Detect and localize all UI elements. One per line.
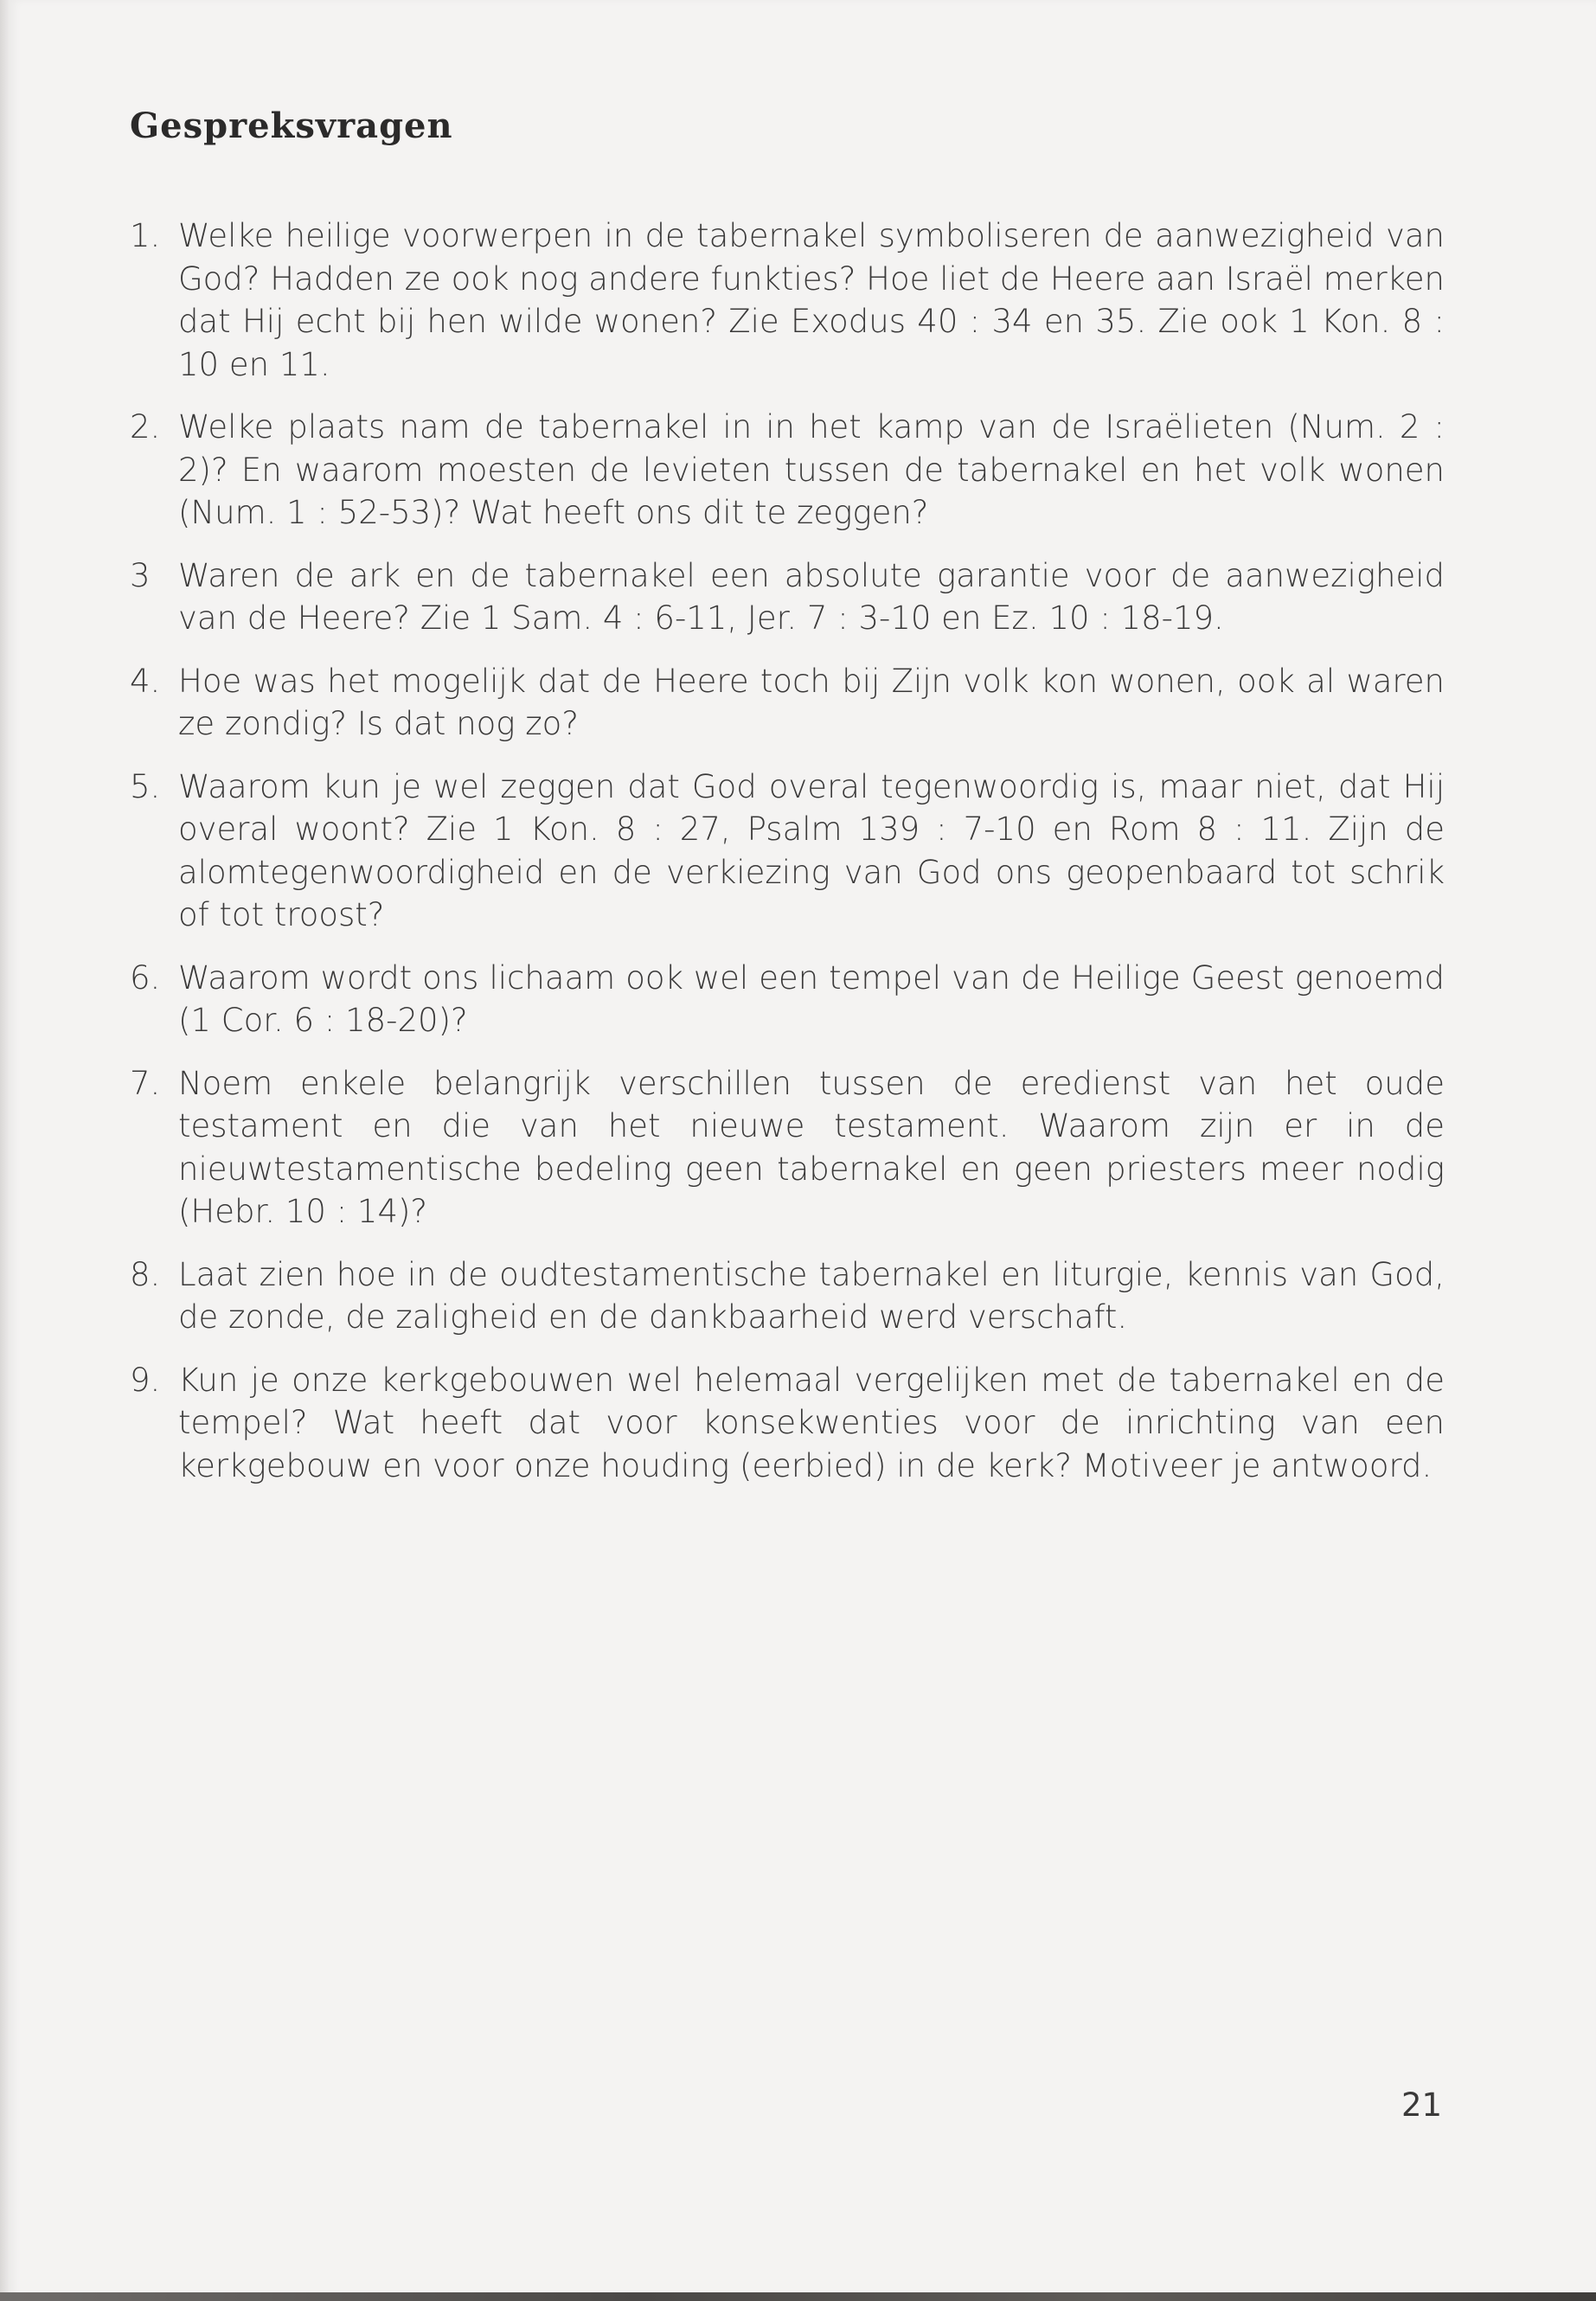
question-item	[130, 660, 1445, 746]
question-item	[130, 406, 1445, 535]
question-item	[130, 766, 1445, 937]
question-text: Kun je onze kerkgebouwen wel helemaal vergelijken met de tabernakel en de tempel? Wat heeft dat voor konsekwenties voor de inrichting van een kerkgebouw en voor onze houding (eerbied) in de kerk? Motiveer je antwoord.	[178, 1361, 1445, 1484]
question-item	[130, 1359, 1445, 1488]
question-number: 8.	[130, 1255, 161, 1293]
question-text: Noem enkele belangrijk verschillen tussen de eredienst van het oude testament en die van het nieuwe testament. Waarom zijn er in de nieuwtestamentische bedeling geen tabernakel en geen priesters meer nodig (Hebr. 10 : 14)?	[178, 1064, 1445, 1230]
question-text: Welke heilige voorwerpen in de tabernakel symboliseren de aanwezigheid van God? Hadden ze ook nog andere funkties? Hoe liet de Heere aan Israël merken dat Hij echt bij hen wilde wonen? Zie Exodus 40 : 34 en 35. Zie ook 1 Kon. 8 : 10 en 11.	[178, 217, 1445, 383]
question-item	[130, 1062, 1445, 1234]
question-item	[130, 1253, 1445, 1339]
question-number: 1.	[130, 217, 161, 254]
question-text: Hoe was het mogelijk dat de Heere toch bij Zijn volk kon wonen, ook al waren ze zondig? Is dat nog zo?	[178, 662, 1445, 742]
question-text: Waarom kun je wel zeggen dat God overal tegenwoordig is, maar niet, dat Hij overal woont? Zie 1 Kon. 8 : 27, Psalm 139 : 7-10 en Rom 8 : 11. Zijn de alomtegenwoordigheid en de verkiezing van God ons geopenbaard tot schrik of tot troost?	[178, 767, 1445, 933]
question-number: 5.	[130, 767, 161, 805]
question-text: Waarom wordt ons lichaam ook wel een tempel van de Heilige Geest genoemd (1 Cor. 6 : 18-20)?	[178, 958, 1445, 1039]
question-number: 6.	[130, 958, 161, 997]
question-text: Laat zien hoe in de oudtestamentische tabernakel en liturgie, kennis van God, de zonde, de zaligheid en de dankbaarheid werd verschaft.	[178, 1255, 1445, 1336]
page-number: 21	[1401, 2086, 1443, 2124]
question-item	[130, 957, 1445, 1042]
question-number: 2.	[130, 408, 161, 445]
question-number: 7.	[130, 1064, 161, 1102]
question-number: 3	[130, 556, 151, 594]
question-number: 4.	[130, 662, 161, 700]
book-page	[9, 0, 1596, 2301]
question-text: Waren de ark en de tabernakel een absolute garantie voor de aanwezigheid van de Heere? Zie 1 Sam. 4 : 6-11, Jer. 7 : 3-10 en Ez. 10 : 18-19.	[178, 556, 1445, 637]
question-number: 9.	[130, 1361, 161, 1399]
question-item	[130, 554, 1445, 640]
question-item	[130, 215, 1445, 386]
question-list	[130, 215, 1445, 1507]
page-edge-shadow	[0, 0, 9, 2301]
scan-bottom-edge	[0, 2292, 1596, 2301]
page-heading: Gespreksvragen	[130, 106, 453, 146]
question-text: Welke plaats nam de tabernakel in in het kamp van de Israëlieten (Num. 2 : 2)? En waarom moesten de levieten tussen de tabernakel en het volk wonen (Num. 1 : 52-53)? Wat heeft ons dit te zeggen?	[178, 408, 1445, 531]
